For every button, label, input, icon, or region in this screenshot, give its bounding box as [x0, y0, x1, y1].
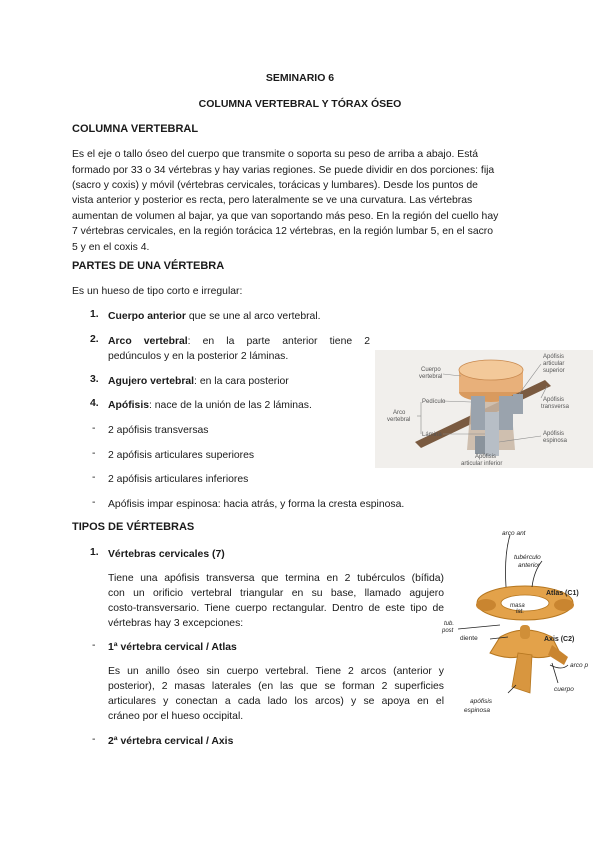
- section-heading-columna: COLUMNA VERTEBRAL: [72, 123, 199, 135]
- atlas-axis-diagram: [440, 525, 595, 720]
- label-espinosa-2: espinosa: [543, 438, 568, 444]
- dash-bullet: -: [92, 472, 96, 483]
- label-art-inf-2: articular inferior: [461, 461, 503, 467]
- articular-sup: [513, 394, 523, 414]
- paragraph-line: Es el eje o tallo óseo del cuerpo que transmite o soporta su peso de arriba a abajo. Está: [72, 149, 479, 160]
- label-atlas: Atlas (C1): [546, 590, 579, 597]
- dash-bullet: -: [92, 423, 96, 434]
- label-masa-2: lat.: [516, 609, 525, 615]
- label-arco-p: arco p: [570, 662, 589, 669]
- section-heading-partes: PARTES DE UNA VÉRTEBRA: [72, 260, 225, 272]
- dash-item: 2 apófisis articulares superiores: [108, 450, 255, 461]
- list-item: [108, 309, 321, 324]
- label-espinosa: Apófisis: [543, 431, 565, 437]
- label-masa: masa: [510, 603, 525, 609]
- vertebra-parts-figure: [375, 350, 593, 468]
- vertebra-diagram: [375, 350, 593, 468]
- label-lamina: Lámina: [422, 432, 442, 438]
- label-arco-2: vertebral: [387, 417, 411, 423]
- label-apofisis-2: espinosa: [464, 707, 491, 714]
- atlas-foramen: [501, 595, 549, 611]
- articular-inf: [475, 436, 485, 454]
- pedicle-right: [499, 396, 513, 430]
- list-item-text: : nace de la unión de las 2 láminas.: [149, 400, 312, 411]
- label-apofisis: apófisis: [470, 698, 493, 705]
- paragraph-line: (sacro y coxis) y móvil (vértebras cervicales, torácicas y lumbares). Desde los puntos de: [72, 180, 478, 191]
- list-item-bold: Cuerpo anterior: [108, 311, 186, 322]
- paragraph-line: costo-transversario. Tiene cuerpo rectangular. Dentro de este tipo de: [108, 603, 444, 614]
- label-art-sup: Apófisis: [543, 354, 565, 360]
- list-item-bold: Apófisis: [108, 400, 149, 411]
- label-art-inf: Apófisis: [475, 454, 497, 460]
- list-number: 1.: [90, 309, 99, 320]
- paragraph-line: Tiene una apófisis transversa que termina en 2 tubérculos (bífida): [108, 573, 444, 584]
- atlas-axis-figure: [440, 525, 595, 720]
- list-item-text: : en la cara posterior: [194, 376, 289, 387]
- list-item-continuation: pedúnculos y en la posterior 2 láminas.: [108, 351, 289, 362]
- lamina: [485, 412, 499, 456]
- label-art-sup-3: superior: [543, 368, 565, 374]
- atlas-transverse-right: [554, 599, 574, 611]
- axis-title: 2ª vértebra cervical / Axis: [108, 736, 234, 747]
- dash-item: Apófisis impar espinosa: hacia atrás, y forma la cresta espinosa.: [108, 499, 405, 510]
- list-item-text: : en la parte anterior tiene 2: [187, 336, 370, 347]
- axis-dens: [520, 625, 530, 639]
- label-arco: Arco: [393, 410, 406, 416]
- dash-item: 2 apófisis articulares inferiores: [108, 474, 249, 485]
- label-tub-post-2: post: [442, 628, 454, 634]
- page-title: COLUMNA VERTEBRAL Y TÓRAX ÓSEO: [198, 98, 402, 110]
- label-cuerpo: cuerpo: [554, 686, 574, 693]
- list-item-bold: Arco vertebral: [108, 336, 188, 347]
- section-heading-tipos: TIPOS DE VÉRTEBRAS: [72, 521, 195, 533]
- dash-bullet: -: [92, 734, 96, 745]
- list-number: 2.: [90, 334, 99, 345]
- dash-bullet: -: [92, 640, 96, 651]
- list-item: [108, 374, 289, 389]
- label-tuberculo-2: anterior: [518, 562, 541, 569]
- axis-spinous: [512, 653, 532, 693]
- paragraph-line: cráneo por el hueso occipital.: [108, 711, 244, 722]
- label-axis: Axis (C2): [544, 636, 575, 643]
- label-tub-post: tub.: [444, 621, 455, 627]
- list-item-bold: Agujero vertebral: [108, 376, 195, 387]
- list-number: 4.: [90, 398, 99, 409]
- list-item-text: que se une al arco vertebral.: [185, 311, 321, 322]
- label-cuerpo: Cuerpo: [421, 367, 441, 373]
- vertebral-body-top: [459, 360, 523, 380]
- list-item: [108, 334, 370, 349]
- pedicle-left: [471, 396, 485, 430]
- label-transversa-2: transversa: [541, 404, 570, 410]
- seminar-label: SEMINARIO 6: [265, 72, 335, 84]
- dash-bullet: -: [92, 448, 96, 459]
- paragraph-line: vértebras hay 3 excepciones:: [108, 618, 244, 629]
- list-number: 3.: [90, 374, 99, 385]
- paragraph-line: aumentan de volumen al bajar, ya que van soportando más peso. En la región del cuello hay: [72, 211, 499, 222]
- label-transversa: Apófisis: [543, 397, 565, 403]
- paragraph-line: posterior), 2 masas laterales (en las que se forman 2 superficies: [108, 681, 444, 692]
- paragraph-line: formado por 33 o 34 vértebras y hay varias regiones. Se puede dividir en dos porciones: fija: [72, 165, 495, 176]
- dash-bullet: -: [92, 497, 96, 508]
- label-cuerpo-2: vertebral: [419, 374, 443, 380]
- list-number: 1.: [90, 547, 99, 558]
- label-pediculo: Pedículo: [422, 399, 446, 405]
- label-tuberculo: tubérculo: [514, 554, 541, 561]
- label-diente: diente: [460, 635, 478, 642]
- label-art-sup-2: articular: [543, 361, 565, 367]
- dash-item: 2 apófisis transversas: [108, 425, 209, 436]
- paragraph-line: vista anterior y posterior es recta, pero lateralmente se ve una curvatura. Las vértebras: [72, 195, 473, 206]
- paragraph-line: articulares y conectan a cada lado los arcos) y se apoya en el: [108, 696, 444, 707]
- label-arco-ant: arco ant: [502, 530, 526, 537]
- paragraph-line: Es un anillo óseo sin cuerpo vertebral. Tiene 2 arcos (anterior y: [108, 666, 444, 677]
- partes-intro: Es un hueso de tipo corto e irregular:: [72, 286, 243, 297]
- list-item: [108, 398, 312, 413]
- atlas-transverse-left: [476, 599, 496, 611]
- atlas-title: 1ª vértebra cervical / Atlas: [108, 642, 237, 653]
- cervical-title: Vértebras cervicales (7): [108, 549, 225, 560]
- paragraph-line: 5 y en el coxis 4.: [72, 242, 150, 253]
- paragraph-line: 7 vértebras cervicales, en la región torácica 12 vértebras, en la región lumbar 5, en el sacro: [72, 226, 494, 237]
- paragraph-line: con un orificio vertebral triangular en su base, llamado agujero: [108, 588, 444, 599]
